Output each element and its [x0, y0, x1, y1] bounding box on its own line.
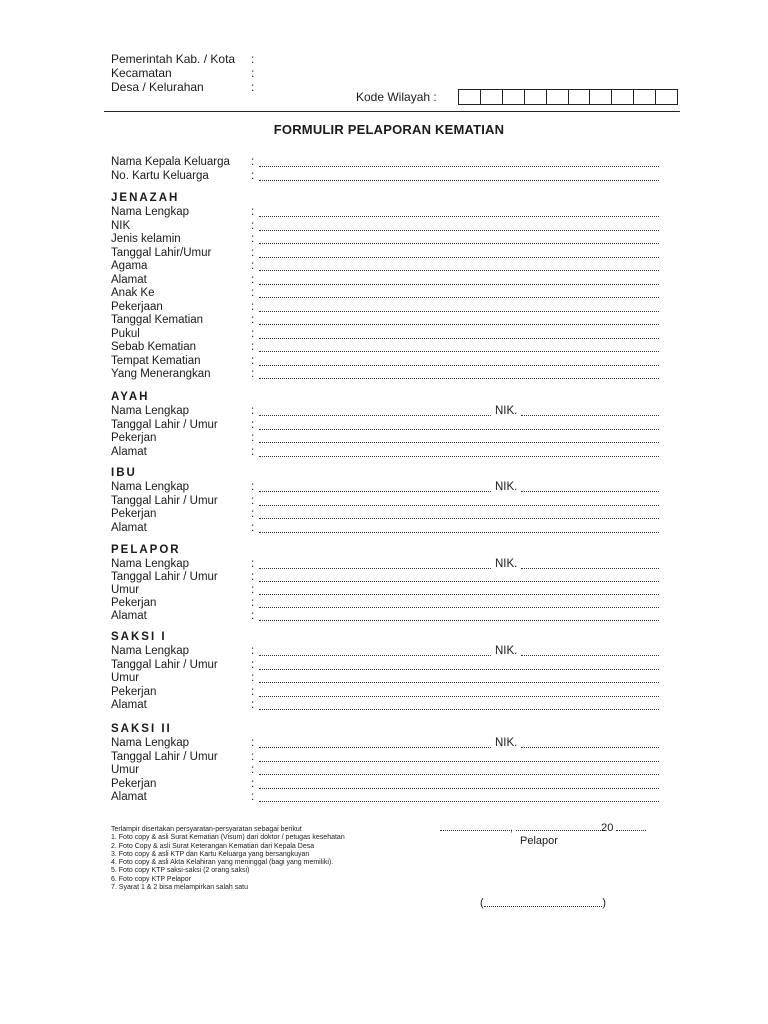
field-row-ayah: Pekerjan :: [111, 432, 659, 445]
fill-line[interactable]: [259, 598, 659, 608]
fill-line[interactable]: [259, 315, 659, 325]
section-heading-ibu: IBU: [111, 467, 137, 479]
fill-line[interactable]: [259, 275, 659, 285]
note-line: Terlampir disertakan persyaratan-persyaratan sebagai berikut: [111, 826, 302, 833]
fill-line[interactable]: [259, 660, 659, 670]
header-block: [111, 52, 254, 94]
field-row-jenazah: Nama Lengkap :: [111, 206, 659, 219]
field-label: Alamat: [111, 610, 147, 622]
field-row-saksi1: Pekerjan :: [111, 686, 659, 699]
nik-fill-line[interactable]: [521, 559, 659, 569]
field-label: Tanggal Lahir / Umur: [111, 658, 218, 671]
field-row-ibu: Alamat :: [111, 522, 659, 535]
note-line: 6. Foto copy KTP Pelapor: [111, 875, 192, 883]
year-fill[interactable]: [616, 830, 646, 831]
field-label: Jenis kelamin: [111, 233, 181, 245]
fill-line[interactable]: [259, 765, 659, 775]
kode-wilayah-boxes[interactable]: [458, 89, 678, 105]
fill-line[interactable]: [259, 792, 659, 802]
note-line: 5. Foto copy KTP saksi-saksi (2 orang saksi): [111, 867, 250, 875]
fill-line[interactable]: [259, 700, 659, 710]
pelapor-sign-label: Pelapor: [520, 835, 558, 847]
kode-wilayah-label: Kode Wilayah :: [356, 90, 437, 104]
form-title: FORMULIR PELAPORAN KEMATIAN: [273, 122, 505, 137]
field-label: Nama Lengkap: [111, 558, 189, 570]
field-row-ayah: Nama Lengkap : NIK.: [111, 405, 659, 418]
fill-line[interactable]: [259, 288, 659, 298]
fill-line[interactable]: [259, 207, 659, 217]
field-row-saksi1: Nama Lengkap : NIK.: [111, 645, 659, 658]
day-month-fill[interactable]: [516, 830, 601, 831]
nik-fill-line[interactable]: [521, 738, 659, 748]
field-label: Pekerjan: [111, 508, 157, 520]
field-label: Alamat: [111, 445, 147, 458]
fill-line[interactable]: [259, 687, 659, 697]
header-divider: [104, 111, 680, 112]
fill-line[interactable]: [259, 523, 659, 533]
field-label: Nama Lengkap: [111, 481, 189, 493]
fill-line[interactable]: [259, 234, 659, 244]
field-row-jenazah: Alamat :: [111, 274, 659, 287]
fill-line[interactable]: [259, 171, 659, 181]
field-row-jenazah: NIK :: [111, 220, 659, 233]
field-label: Alamat: [111, 273, 147, 286]
note-line: 4. Foto copy & asli Akta Kelahiran yang meninggal (bagi yang memiliki).: [111, 859, 334, 867]
field-row-saksi1: Alamat :: [111, 699, 659, 712]
signature-fill[interactable]: [484, 897, 603, 907]
fill-line[interactable]: [259, 342, 659, 352]
note-line: 3. Foto copy & asli KTP dan Kartu Keluarga yang bersangkuyan: [111, 850, 310, 858]
year-prefix: 20: [601, 822, 614, 834]
field-label: Tanggal Kematian: [111, 314, 204, 326]
field-label: Tanggal Lahir / Umur: [111, 571, 218, 583]
fill-line[interactable]: [259, 509, 659, 519]
field-label: Tanggal Lahir / Umur: [111, 750, 218, 763]
field-row-saksi2: Tanggal Lahir / Umur :: [111, 751, 659, 764]
field-row-kk-nama: Nama Kepala Keluarga :: [111, 156, 659, 169]
requirements-notes: [111, 826, 431, 892]
field-label: Pekerjan: [111, 597, 157, 609]
field-row-ibu: Nama Lengkap : NIK.: [111, 481, 659, 494]
field-label: NIK: [111, 219, 131, 232]
fill-line[interactable]: [259, 738, 491, 748]
fill-line[interactable]: [259, 369, 659, 379]
note-line: 1. Foto copy & asli Surat Kematian (Visum) dari doktor / petugas kesehatan: [111, 834, 345, 842]
fill-line[interactable]: [259, 261, 659, 271]
field-row-jenazah: Yang Menerangkan :: [111, 368, 659, 381]
field-row-saksi1: Tanggal Lahir / Umur :: [111, 659, 659, 672]
place-fill[interactable]: [440, 830, 510, 831]
field-row-saksi2: Umur :: [111, 764, 659, 777]
field-label: Nama Lengkap: [111, 645, 189, 657]
nik-label: NIK.: [495, 645, 518, 657]
field-row-pelapor: Umur :: [111, 584, 659, 597]
field-row-jenazah: Jenis kelamin :: [111, 233, 659, 246]
fill-line[interactable]: [259, 585, 659, 595]
fill-line[interactable]: [259, 447, 659, 457]
section-heading-jenazah: JENAZAH: [111, 192, 180, 204]
field-label: Nama Lengkap: [111, 405, 189, 417]
fill-line[interactable]: [259, 752, 659, 762]
field-row-jenazah: Sebab Kematian :: [111, 341, 659, 354]
field-label: Umur: [111, 672, 140, 684]
fill-line[interactable]: [259, 559, 491, 569]
field-label: Pekerjan: [111, 685, 157, 698]
field-row-saksi2: Alamat :: [111, 791, 659, 804]
note-line: 2. Foto Copy & asli Surat Keterangan Kematian dari Kepala Desa: [111, 842, 315, 850]
header-line-kecamatan: Kecamatan :: [111, 66, 255, 80]
nik-label: NIK.: [495, 481, 518, 493]
fill-line[interactable]: [259, 779, 659, 789]
field-label: Pekerjan: [111, 432, 157, 444]
field-row-pelapor: Pekerjan :: [111, 597, 659, 610]
fill-line[interactable]: [259, 302, 659, 312]
fill-line[interactable]: [259, 420, 659, 430]
field-row-ayah: Alamat :: [111, 446, 659, 459]
fill-line[interactable]: [259, 611, 659, 621]
field-row-jenazah: Agama :: [111, 260, 659, 273]
fill-line[interactable]: [259, 496, 659, 506]
field-row-saksi1: Umur :: [111, 672, 659, 685]
fill-line[interactable]: [259, 433, 659, 443]
nik-fill-line[interactable]: [521, 646, 659, 656]
date-line: , 20: [440, 822, 655, 834]
fill-line[interactable]: [259, 572, 659, 582]
field-row-ibu: Pekerjan :: [111, 508, 659, 521]
field-label: Yang Menerangkan: [111, 368, 211, 380]
section-heading-saksi2: SAKSI II: [111, 723, 172, 735]
field-row-jenazah: Tanggal Kematian :: [111, 314, 659, 327]
nik-label: NIK.: [495, 558, 518, 570]
field-label: Tanggal Lahir/Umur: [111, 246, 212, 259]
field-label: Nama Lengkap: [111, 737, 189, 749]
field-row-jenazah: Pekerjaan :: [111, 301, 659, 314]
field-label: Pekerjan: [111, 777, 157, 790]
field-row-saksi2: Pekerjan :: [111, 778, 659, 791]
field-label: Anak Ke: [111, 287, 155, 299]
field-row-pelapor: Nama Lengkap : NIK.: [111, 558, 659, 571]
nik-fill-line[interactable]: [521, 482, 659, 492]
header-line-kabkota: Pemerintah Kab. / Kota :: [111, 52, 255, 66]
note-line: 7. Syarat 1 & 2 bisa melampirkan salah satu: [111, 884, 248, 892]
fill-line[interactable]: [259, 406, 491, 416]
header-line-desa: Desa / Kelurahan :: [111, 80, 255, 94]
field-label: Alamat: [111, 521, 147, 534]
field-label: Pekerjaan: [111, 300, 163, 313]
field-label: Sebab Kematian: [111, 341, 197, 353]
field-label: Agama: [111, 260, 148, 272]
field-label: Alamat: [111, 699, 147, 711]
nik-label: NIK.: [495, 405, 518, 417]
field-row-jenazah: Tanggal Lahir/Umur :: [111, 247, 659, 260]
field-row-pelapor: Tanggal Lahir / Umur :: [111, 571, 659, 584]
fill-line[interactable]: [259, 482, 491, 492]
field-row-jenazah: Pukul :: [111, 328, 659, 341]
section-heading-ayah: AYAH: [111, 391, 150, 403]
field-row-ibu: Tanggal Lahir / Umur :: [111, 495, 659, 508]
fill-line[interactable]: [259, 157, 659, 167]
section-heading-saksi1: SAKSI I: [111, 631, 167, 643]
signature-line[interactable]: ( ): [480, 897, 606, 909]
field-row-jenazah: Anak Ke :: [111, 287, 659, 300]
field-label: Tanggal Lahir / Umur: [111, 494, 218, 507]
fill-line[interactable]: [259, 673, 659, 683]
field-label: Nama Lengkap: [111, 206, 189, 218]
fill-line[interactable]: [259, 329, 659, 339]
fill-line[interactable]: [259, 646, 491, 656]
nik-fill-line[interactable]: [521, 406, 659, 416]
field-row-saksi2: Nama Lengkap : NIK.: [111, 737, 659, 750]
fill-line[interactable]: [259, 248, 659, 258]
field-row-pelapor: Alamat :: [111, 610, 659, 623]
section-heading-pelapor: PELAPOR: [111, 544, 181, 556]
field-label: Alamat: [111, 791, 147, 803]
fill-line[interactable]: [259, 221, 659, 231]
nik-label: NIK.: [495, 737, 518, 749]
field-label: Tempat Kematian: [111, 354, 201, 367]
field-row-ayah: Tanggal Lahir / Umur :: [111, 419, 659, 432]
field-label: Umur: [111, 764, 140, 776]
field-row-kk-no: No. Kartu Keluarga :: [111, 170, 659, 183]
field-row-jenazah: Tempat Kematian :: [111, 355, 659, 368]
field-label: Tanggal Lahir / Umur: [111, 418, 218, 431]
field-label: Pukul: [111, 327, 140, 340]
field-label: Umur: [111, 584, 140, 596]
fill-line[interactable]: [259, 356, 659, 366]
